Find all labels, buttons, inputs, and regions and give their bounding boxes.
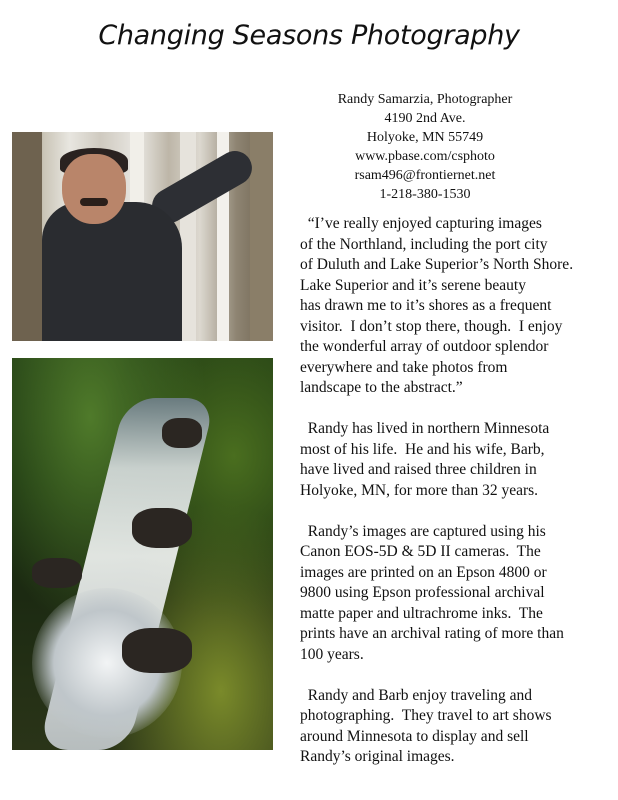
bio-paragraph: [300, 419, 600, 501]
contact-name: Randy Samarzia, Photographer: [337, 92, 513, 107]
bio-line: everywhere and take photos from: [300, 358, 508, 376]
waterfall-stream-photo: [12, 358, 273, 750]
bio-line: images are printed on an Epson 4800 or: [300, 563, 547, 581]
bio-line: photographing. They travel to art shows: [300, 707, 552, 724]
bio-line: has drawn me to it’s shores as a frequent: [300, 297, 552, 314]
bio-line: “I’ve really enjoyed capturing images: [300, 215, 542, 232]
contact-website: www.pbase.com/csphoto: [355, 149, 495, 164]
contact-city: Holyoke, MN 55749: [366, 130, 484, 145]
photographer-portrait-photo: [12, 132, 273, 341]
bio-line: 9800 using Epson professional archival: [300, 584, 545, 601]
bio-line: around Minnesota to display and sell: [300, 727, 529, 745]
bio-line: Randy has lived in northern Minnesota: [300, 420, 550, 437]
bio-line: the wonderful array of outdoor splendor: [300, 338, 549, 355]
bio-line: Holyoke, MN, for more than 32 years.: [300, 481, 539, 499]
bio-line: most of his life. He and his wife, Barb,: [300, 440, 545, 458]
bio-paragraph: [300, 522, 600, 666]
bio-line: landscape to the abstract.”: [300, 379, 463, 396]
biography-text: [300, 214, 600, 788]
bio-line: prints have an archival rating of more than: [300, 625, 564, 642]
bio-line: of the Northland, including the port city: [300, 235, 548, 253]
bio-paragraph: [300, 686, 600, 768]
bio-line: visitor. I don’t stop there, though. I enjoy: [300, 317, 563, 335]
contact-street: 4190 2nd Ave.: [384, 111, 466, 126]
bio-line: Randy’s images are captured using his: [300, 522, 546, 540]
bio-paragraph: [300, 214, 600, 399]
bio-line: Lake Superior and it’s serene beauty: [300, 276, 526, 294]
contact-block: [310, 90, 540, 204]
bio-line: Randy’s original images.: [300, 748, 455, 765]
bio-line: have lived and raised three children in: [300, 461, 537, 478]
bio-line: matte paper and ultrachrome inks. The: [300, 604, 543, 622]
bio-line: Randy and Barb enjoy traveling and: [300, 686, 533, 704]
contact-phone: 1-218-380-1530: [379, 187, 471, 202]
bio-line: Canon EOS-5D & 5D II cameras. The: [300, 543, 541, 560]
bio-line: 100 years.: [300, 645, 364, 663]
bio-line: of Duluth and Lake Superior’s North Shore.: [300, 256, 574, 273]
contact-email: rsam496@frontiernet.net: [354, 168, 496, 183]
page-title: Changing Seasons Photography: [98, 20, 520, 51]
